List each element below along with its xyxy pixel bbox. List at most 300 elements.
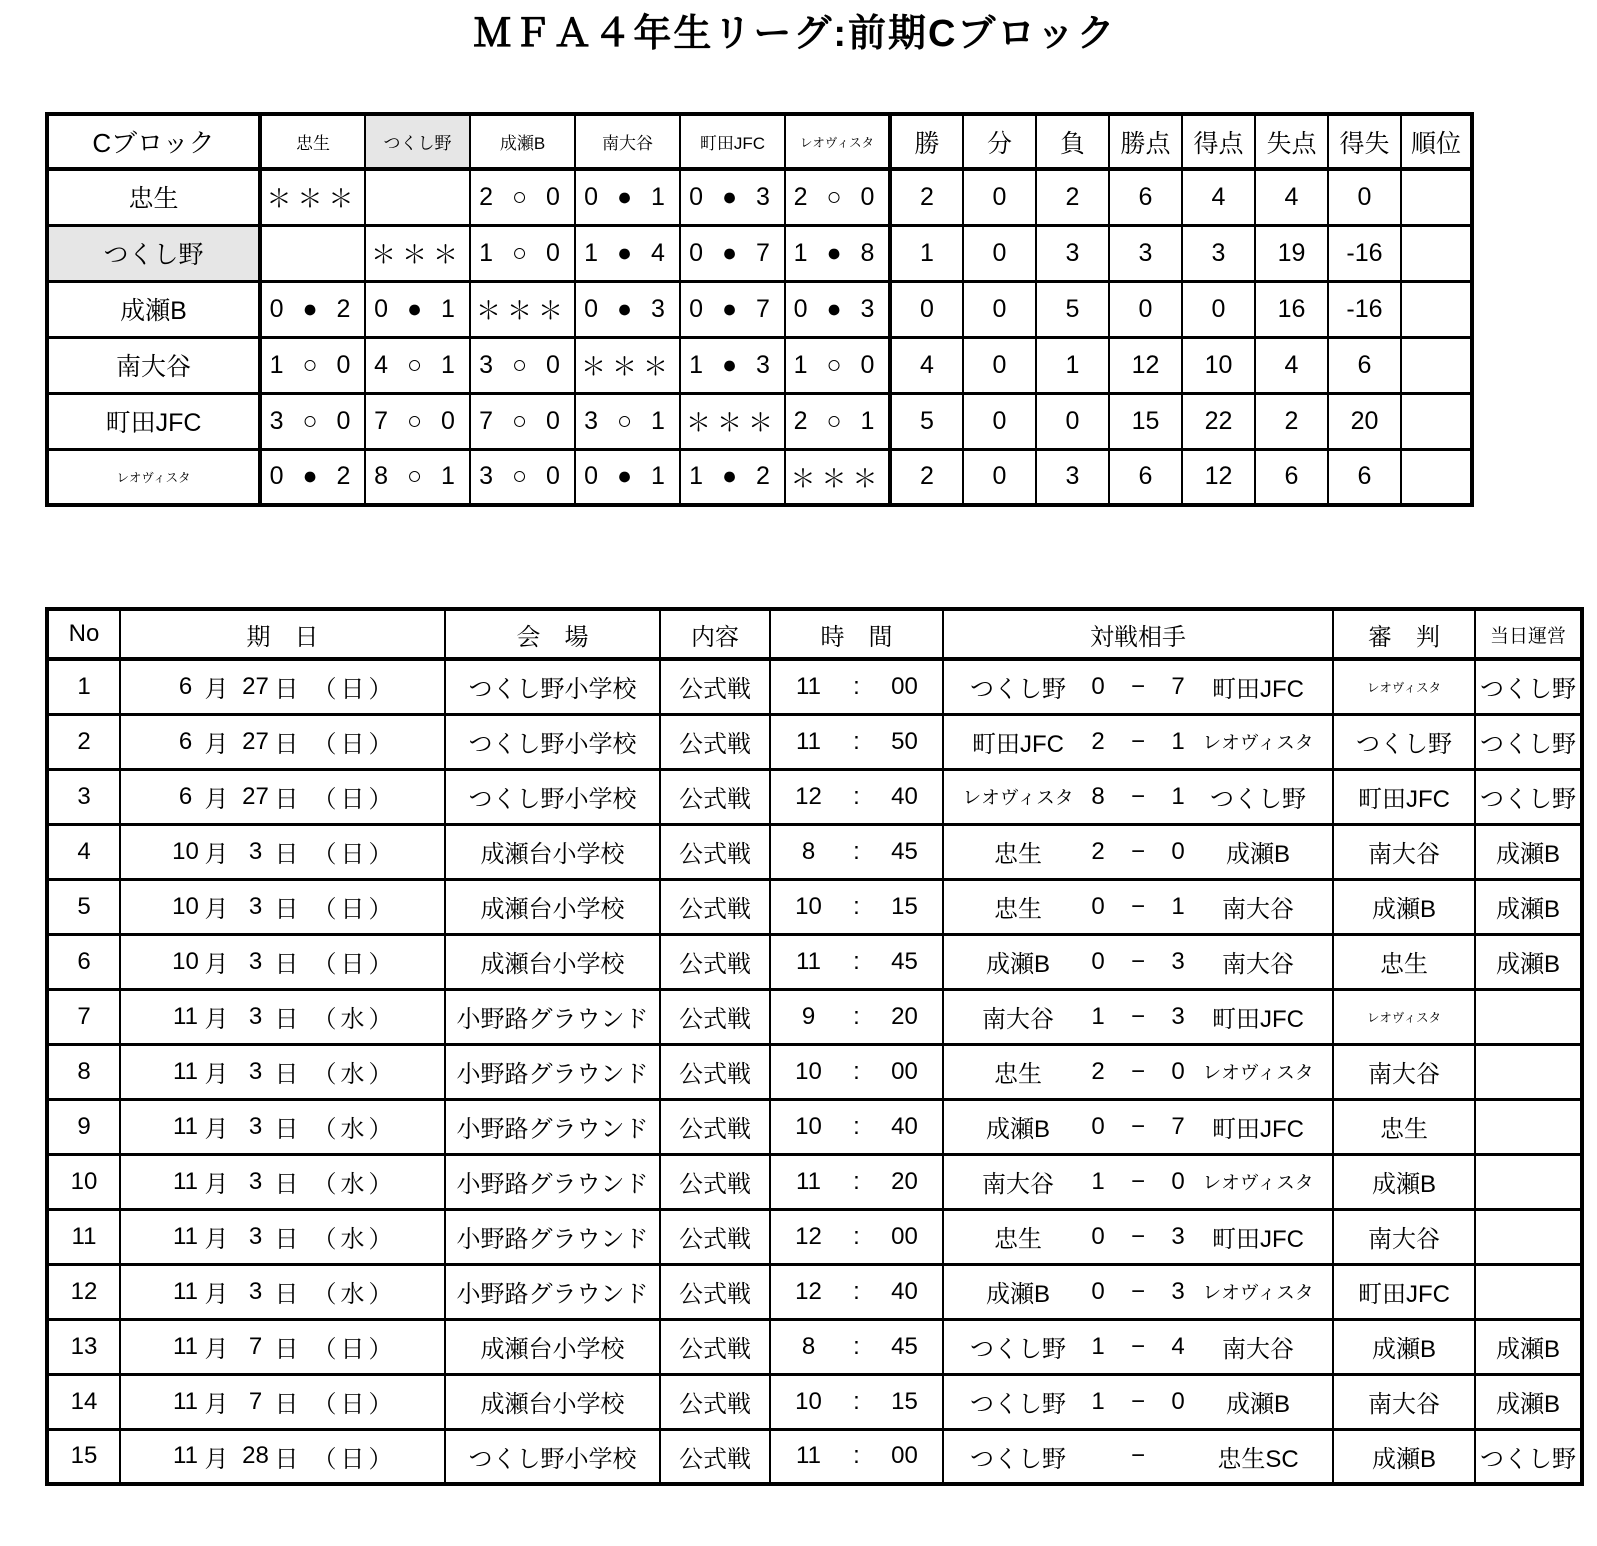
match-date: [120, 1264, 445, 1319]
match-type: 公式戦: [660, 714, 770, 769]
match-type: 公式戦: [660, 824, 770, 879]
match-no: 12: [47, 1264, 120, 1319]
paren-open: （: [312, 841, 337, 868]
home-score: 2: [1091, 1057, 1105, 1085]
result-cell: ＊＊＊: [680, 393, 785, 449]
away-score: 3: [1171, 947, 1185, 975]
home-team: つくし野: [970, 1391, 1066, 1418]
time-colon: :: [853, 1387, 860, 1415]
match-date: [120, 1429, 445, 1484]
score-dash: −: [1130, 782, 1145, 810]
month-suffix: 月: [204, 896, 229, 923]
paren-open: （: [312, 1116, 337, 1143]
score-dash: −: [1130, 892, 1145, 920]
date-month: 10: [172, 837, 199, 865]
month-suffix: 月: [204, 1391, 229, 1418]
paren-close: ）: [368, 1116, 393, 1143]
time-minute: 45: [891, 837, 918, 865]
paren-open: （: [312, 1281, 337, 1308]
goals-against-value: 6: [1255, 449, 1328, 505]
result-cell: 7 ○ 0: [365, 393, 470, 449]
result-cell: 1 ○ 0: [470, 225, 575, 281]
match-result: [943, 714, 1333, 769]
standings-row: [47, 225, 1472, 281]
match-no: 14: [47, 1374, 120, 1429]
match-no: 15: [47, 1429, 120, 1484]
home-team: レオヴィスタ: [962, 787, 1074, 808]
paren-open: （: [312, 951, 337, 978]
match-no: 1: [47, 659, 120, 714]
match-date: [120, 1319, 445, 1374]
paren-close: ）: [368, 1281, 393, 1308]
match-result: [943, 989, 1333, 1044]
match-venue: つくし野小学校: [445, 714, 660, 769]
day-suffix: 日: [274, 1006, 299, 1033]
match-type: 公式戦: [660, 1044, 770, 1099]
day-suffix: 日: [274, 1171, 299, 1198]
losses-value: 1: [1036, 337, 1109, 393]
schedule-row: [47, 1374, 1582, 1429]
match-type: 公式戦: [660, 1374, 770, 1429]
match-time: [770, 714, 943, 769]
date-day: 3: [248, 1277, 263, 1305]
result-cell: [365, 169, 470, 225]
points-value: 12: [1109, 337, 1182, 393]
paren-open: （: [312, 1445, 337, 1473]
month-suffix: 月: [204, 731, 229, 758]
goal-diff-value: 6: [1328, 337, 1401, 393]
away-team: 成瀬B: [1225, 1391, 1290, 1418]
time-hour: 8: [801, 837, 816, 865]
away-score: 0: [1171, 1057, 1185, 1085]
points-header: 勝点: [1109, 114, 1182, 169]
day-suffix: 日: [274, 676, 299, 704]
time-hour: 8: [801, 1332, 816, 1360]
result-cell: 8 ○ 1: [365, 449, 470, 505]
away-team: 町田JFC: [1212, 1006, 1304, 1033]
match-duty: [1475, 989, 1582, 1044]
standings-team-header: 忠生: [260, 114, 365, 169]
wins-value: 0: [890, 281, 963, 337]
match-no: 4: [47, 824, 120, 879]
goals-for-value: 0: [1182, 281, 1255, 337]
paren-close: ）: [368, 1445, 393, 1473]
home-team: 忠生: [994, 841, 1042, 868]
day-suffix: 日: [274, 731, 299, 758]
month-suffix: 月: [204, 1445, 229, 1473]
paren-close: ）: [368, 676, 393, 704]
time-colon: :: [853, 782, 860, 810]
match-no: 6: [47, 934, 120, 989]
result-cell: 0 ● 1: [365, 281, 470, 337]
result-cell: 7 ○ 0: [470, 393, 575, 449]
no-header: No: [47, 609, 120, 659]
home-score: 0: [1091, 947, 1105, 975]
time-colon: :: [853, 1002, 860, 1030]
match-venue: 小野路グラウンド: [445, 989, 660, 1044]
schedule-row: [47, 1319, 1582, 1374]
score-dash: −: [1130, 947, 1145, 975]
month-suffix: 月: [204, 841, 229, 868]
standings-team-label: 成瀬B: [47, 281, 260, 337]
score-dash: −: [1130, 1442, 1145, 1470]
time-hour: 11: [796, 1167, 821, 1195]
date-day: 27: [242, 672, 269, 700]
month-suffix: 月: [204, 1061, 229, 1088]
home-score: 1: [1091, 1002, 1105, 1030]
rank-value: [1401, 281, 1472, 337]
date-day: 3: [248, 892, 263, 920]
home-team: 成瀬B: [985, 1116, 1050, 1143]
time-hour: 11: [796, 727, 821, 755]
match-type: 公式戦: [660, 769, 770, 824]
away-score: 0: [1171, 1167, 1185, 1195]
time-minute: 20: [891, 1002, 918, 1030]
page-title: ＭＦＡ４年生リーグ:前期Cブロック: [473, 13, 1117, 55]
match-date: [120, 1099, 445, 1154]
date-month: 11: [173, 1167, 198, 1195]
match-duty: 成瀬B: [1475, 879, 1582, 934]
time-hour: 10: [795, 1387, 822, 1415]
match-result: [943, 934, 1333, 989]
schedule-row: [47, 659, 1582, 714]
draws-value: 0: [963, 393, 1036, 449]
date-month: 11: [173, 1387, 198, 1415]
match-duty: 成瀬B: [1475, 934, 1582, 989]
time-hour: 12: [795, 782, 822, 810]
match-venue: 成瀬台小学校: [445, 1319, 660, 1374]
day-suffix: 日: [274, 1336, 299, 1363]
home-score: 0: [1091, 1277, 1105, 1305]
match-referee: レオヴィスタ: [1333, 659, 1475, 714]
result-cell: 4 ○ 1: [365, 337, 470, 393]
match-duty: [1475, 1264, 1582, 1319]
goals-for-value: 4: [1182, 169, 1255, 225]
wins-value: 2: [890, 449, 963, 505]
match-date: [120, 769, 445, 824]
away-team: 町田JFC: [1212, 1116, 1304, 1143]
paren-open: （: [312, 1171, 337, 1198]
duty-header: 当日運営: [1475, 609, 1582, 659]
match-result: [943, 824, 1333, 879]
away-score: 3: [1171, 1222, 1185, 1250]
match-date: [120, 989, 445, 1044]
wins-header: 勝: [890, 114, 963, 169]
match-time: [770, 1099, 943, 1154]
date-month: 11: [173, 1002, 198, 1030]
paren-open: （: [312, 1391, 337, 1418]
match-result: [943, 1099, 1333, 1154]
time-minute: 00: [891, 672, 918, 700]
match-time: [770, 1429, 943, 1484]
standings-row: [47, 169, 1472, 225]
draws-value: 0: [963, 449, 1036, 505]
match-type: 公式戦: [660, 1154, 770, 1209]
time-colon: :: [853, 1167, 860, 1195]
match-date: [120, 934, 445, 989]
away-team: 南大谷: [1222, 1336, 1294, 1363]
result-cell: 0 ● 3: [680, 169, 785, 225]
away-team: 南大谷: [1222, 896, 1294, 923]
time-colon: :: [853, 892, 860, 920]
score-dash: −: [1130, 1002, 1145, 1030]
schedule-row: [47, 824, 1582, 879]
goals-against-value: 16: [1255, 281, 1328, 337]
date-month: 6: [178, 672, 193, 700]
match-no: 5: [47, 879, 120, 934]
match-no: 7: [47, 989, 120, 1044]
date-weekday: 日: [340, 731, 365, 758]
time-colon: :: [853, 727, 860, 755]
match-referee: 成瀬B: [1333, 879, 1475, 934]
standings-team-label: レオヴィスタ: [47, 449, 260, 505]
match-duty: [1475, 1044, 1582, 1099]
home-team: つくし野: [970, 1445, 1066, 1473]
match-venue: 成瀬台小学校: [445, 879, 660, 934]
result-cell: 3 ○ 0: [470, 337, 575, 393]
date-month: 10: [172, 947, 199, 975]
draws-value: 0: [963, 337, 1036, 393]
score-dash: −: [1130, 1057, 1145, 1085]
standings-row: [47, 449, 1472, 505]
paren-close: ）: [368, 896, 393, 923]
home-team: 成瀬B: [985, 1281, 1050, 1308]
paren-close: ）: [368, 731, 393, 758]
home-team: 成瀬B: [985, 951, 1050, 978]
time-minute: 15: [891, 892, 918, 920]
date-weekday: 日: [340, 676, 365, 704]
match-result: [943, 1319, 1333, 1374]
draws-value: 0: [963, 169, 1036, 225]
match-time: [770, 659, 943, 714]
date-weekday: 日: [340, 1391, 365, 1418]
away-score: 0: [1171, 837, 1185, 865]
score-dash: −: [1130, 672, 1145, 700]
paren-close: ）: [368, 1336, 393, 1363]
date-weekday: 日: [340, 1336, 365, 1363]
date-day: 7: [248, 1387, 263, 1415]
points-value: 6: [1109, 449, 1182, 505]
away-team: レオヴィスタ: [1202, 1282, 1314, 1303]
result-cell: ＊＊＊: [260, 169, 365, 225]
time-minute: 00: [891, 1222, 918, 1250]
away-score: 7: [1171, 672, 1185, 700]
draws-value: 0: [963, 281, 1036, 337]
time-minute: 40: [891, 1277, 918, 1305]
match-result: [943, 1429, 1333, 1484]
match-result: [943, 1044, 1333, 1099]
month-suffix: 月: [204, 1226, 229, 1253]
match-duty: [1475, 1154, 1582, 1209]
match-result: [943, 1209, 1333, 1264]
paren-close: ）: [368, 1391, 393, 1418]
result-cell: 0 ● 3: [575, 281, 680, 337]
date-day: 28: [242, 1442, 269, 1470]
schedule-row: [47, 1209, 1582, 1264]
date-day: 3: [248, 1112, 263, 1140]
match-date: [120, 1209, 445, 1264]
result-cell: 0 ● 2: [260, 449, 365, 505]
venue-header: 会 場: [445, 609, 660, 659]
result-cell: ＊＊＊: [575, 337, 680, 393]
match-type: 公式戦: [660, 1264, 770, 1319]
date-weekday: 日: [340, 951, 365, 978]
match-result: [943, 1374, 1333, 1429]
paren-open: （: [312, 786, 337, 813]
result-cell: 3 ○ 1: [575, 393, 680, 449]
date-day: 7: [248, 1332, 263, 1360]
losses-value: 3: [1036, 449, 1109, 505]
home-score: 2: [1091, 727, 1105, 755]
time-colon: :: [853, 1222, 860, 1250]
date-day: 3: [248, 1222, 263, 1250]
match-header: 対戦相手: [943, 609, 1333, 659]
day-suffix: 日: [274, 1061, 299, 1088]
month-suffix: 月: [204, 1336, 229, 1363]
losses-header: 負: [1036, 114, 1109, 169]
home-team: 南大谷: [982, 1171, 1054, 1198]
schedule-row: [47, 1099, 1582, 1154]
rank-value: [1401, 337, 1472, 393]
score-dash: −: [1130, 1387, 1145, 1415]
score-dash: −: [1130, 727, 1145, 755]
standings-body: [47, 169, 1472, 505]
day-suffix: 日: [274, 1116, 299, 1143]
date-month: 6: [178, 727, 193, 755]
match-venue: 小野路グラウンド: [445, 1099, 660, 1154]
score-dash: −: [1130, 1112, 1145, 1140]
match-type: 公式戦: [660, 1209, 770, 1264]
match-venue: つくし野小学校: [445, 659, 660, 714]
date-day: 27: [242, 727, 269, 755]
match-referee: 成瀬B: [1333, 1154, 1475, 1209]
home-score: 0: [1091, 1112, 1105, 1140]
home-team: つくし野: [970, 1336, 1066, 1363]
paren-close: ）: [368, 951, 393, 978]
standings-team-label: 忠生: [47, 169, 260, 225]
match-referee: 町田JFC: [1333, 769, 1475, 824]
referee-header: 審 判: [1333, 609, 1475, 659]
match-time: [770, 1374, 943, 1429]
date-day: 3: [248, 947, 263, 975]
date-month: 6: [178, 782, 193, 810]
time-colon: :: [853, 1057, 860, 1085]
match-referee: レオヴィスタ: [1333, 989, 1475, 1044]
date-month: 11: [173, 1222, 198, 1250]
match-referee: 南大谷: [1333, 824, 1475, 879]
month-suffix: 月: [204, 1281, 229, 1308]
match-date: [120, 714, 445, 769]
month-suffix: 月: [204, 676, 229, 704]
match-referee: 成瀬B: [1333, 1319, 1475, 1374]
losses-value: 3: [1036, 225, 1109, 281]
date-weekday: 日: [340, 841, 365, 868]
match-duty: [1475, 1099, 1582, 1154]
date-weekday: 日: [340, 896, 365, 923]
date-day: 3: [248, 1002, 263, 1030]
wins-value: 4: [890, 337, 963, 393]
date-month: 11: [173, 1277, 198, 1305]
standings-team-label: つくし野: [47, 225, 260, 281]
rank-value: [1401, 169, 1472, 225]
match-referee: 忠生: [1333, 934, 1475, 989]
match-result: [943, 769, 1333, 824]
result-cell: 1 ● 4: [575, 225, 680, 281]
match-venue: 小野路グラウンド: [445, 1154, 660, 1209]
result-cell: 0 ● 7: [680, 225, 785, 281]
schedule-row: [47, 1044, 1582, 1099]
date-weekday: 水: [340, 1116, 365, 1143]
time-colon: :: [853, 947, 860, 975]
home-team: 忠生: [994, 896, 1042, 923]
standings-team-header: レオヴィスタ: [785, 114, 890, 169]
match-time: [770, 934, 943, 989]
result-cell: ＊＊＊: [470, 281, 575, 337]
match-duty: 成瀬B: [1475, 1374, 1582, 1429]
match-duty: 成瀬B: [1475, 824, 1582, 879]
match-type: 公式戦: [660, 659, 770, 714]
wins-value: 1: [890, 225, 963, 281]
day-suffix: 日: [274, 1391, 299, 1418]
standings-row: [47, 393, 1472, 449]
match-date: [120, 1154, 445, 1209]
result-cell: 0 ● 1: [575, 169, 680, 225]
date-day: 3: [248, 1057, 263, 1085]
goals-for-header: 得点: [1182, 114, 1255, 169]
time-hour: 11: [796, 1442, 821, 1470]
match-type: 公式戦: [660, 879, 770, 934]
match-duty: つくし野: [1475, 714, 1582, 769]
away-score: 1: [1171, 727, 1185, 755]
date-weekday: 水: [340, 1281, 365, 1308]
away-team: 町田JFC: [1212, 1226, 1304, 1253]
rank-value: [1401, 449, 1472, 505]
match-duty: つくし野: [1475, 769, 1582, 824]
home-score: 1: [1091, 1387, 1105, 1415]
standings-team-label: 南大谷: [47, 337, 260, 393]
month-suffix: 月: [204, 951, 229, 978]
score-dash: −: [1130, 1167, 1145, 1195]
match-type: 公式戦: [660, 1099, 770, 1154]
away-score: 3: [1171, 1277, 1185, 1305]
match-venue: つくし野小学校: [445, 1429, 660, 1484]
standings-team-header: 南大谷: [575, 114, 680, 169]
result-cell: 2 ○ 0: [785, 169, 890, 225]
time-hour: 10: [795, 1057, 822, 1085]
paren-open: （: [312, 1006, 337, 1033]
match-type: 公式戦: [660, 934, 770, 989]
result-cell: 1 ● 3: [680, 337, 785, 393]
home-score: 1: [1091, 1167, 1105, 1195]
date-month: 11: [173, 1442, 198, 1470]
match-time: [770, 1209, 943, 1264]
match-referee: 南大谷: [1333, 1374, 1475, 1429]
type-header: 内容: [660, 609, 770, 659]
result-cell: 3 ○ 0: [470, 449, 575, 505]
goals-against-value: 4: [1255, 169, 1328, 225]
month-suffix: 月: [204, 1171, 229, 1198]
time-colon: :: [853, 1277, 860, 1305]
match-time: [770, 1264, 943, 1319]
time-minute: 20: [891, 1167, 918, 1195]
match-venue: 成瀬台小学校: [445, 824, 660, 879]
standings-table: [45, 112, 1474, 507]
away-score: 0: [1171, 1387, 1185, 1415]
goal-diff-header: 得失: [1328, 114, 1401, 169]
match-result: [943, 1264, 1333, 1319]
time-header: 時 間: [770, 609, 943, 659]
paren-open: （: [312, 896, 337, 923]
